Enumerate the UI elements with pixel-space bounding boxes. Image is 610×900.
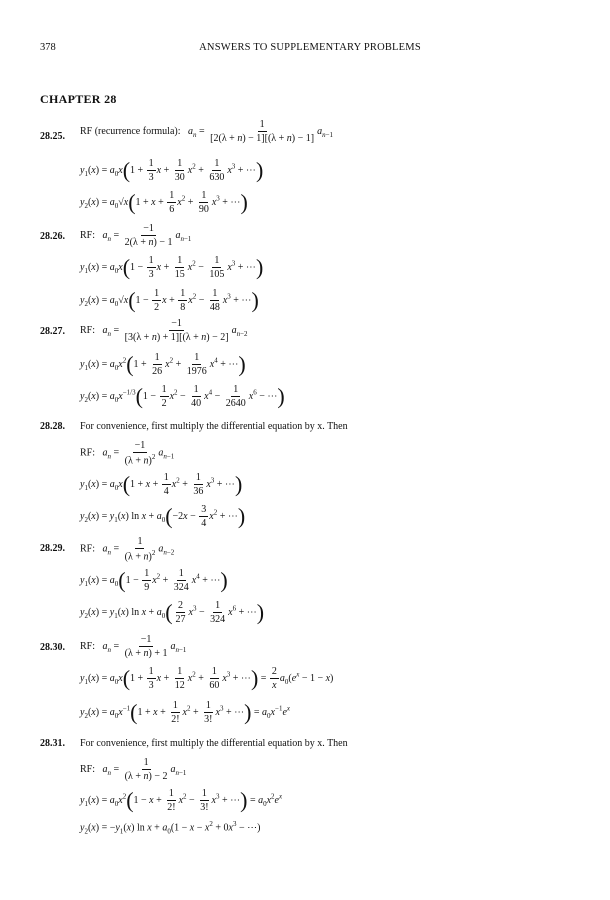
problem-number: 28.25.	[40, 131, 65, 142]
problem-number: 28.29.	[40, 543, 65, 554]
equation-line: $y_2(x) = y_1(x)$ $\ln x + a_0$( $\frac{2}{27}$ $x^3$ − $\frac{1}{324}$ $x^6$ + ⋯)	[80, 599, 265, 625]
equation-line: $y_1(x) = a_0x(1$ + $\frac{1}{3}$ x + $\frac{1}{30}$ $x^2$ + $\frac{1}{630}$ $x^3$ + ⋯)	[80, 157, 264, 183]
equation-line: $y_1(x) = a_0x^2(1$ + $\frac{1}{26}$ $x^2$ + $\frac{1}{1976}$ $x^4$ + ⋯)	[80, 351, 246, 377]
equation-line: $y_1(x) = a_0x^2(1 - x$ + $\frac{1}{2!}$ $x^2$ − $\frac{1}{3!}$ $x^3$ + ⋯) = $a_0x^2e^x$	[80, 787, 283, 813]
equation-line: $y_2(x) = y_1(x)$ $\ln x + a_0(-2x$ − $\frac{3}{4}$ $x^2$ + ⋯)	[80, 503, 246, 529]
equation-line: $y_1(x) = a_0x(1$ − $\frac{1}{3}$ x + $\frac{1}{15}$ $x^2$ − $\frac{1}{105}$ $x^3$ + ⋯)	[80, 254, 264, 280]
problem-number: 28.28.	[40, 421, 65, 432]
equation-line: RF: $a_n$ = $\frac{-1}{(\lambda + n) + 1}$ $a_{n-1}$	[80, 634, 187, 659]
equation-line: $y_2(x) = a_0x^{-1/3}(1$ − $\frac{1}{2}$ $x^2$ − $\frac{1}{40}$ $x^4$ − $\frac{1}{2640}$ $x^6$ − ⋯)	[80, 383, 285, 409]
problem-number: 28.27.	[40, 326, 65, 337]
problem-intro: For convenience, first multiply the differential equation by x. Then	[80, 421, 348, 432]
problem-intro: For convenience, first multiply the differential equation by x. Then	[80, 738, 348, 749]
equation-line: $y_1(x) = a_0x(1$ + $\frac{1}{3}$ x + $\frac{1}{12}$ $x^2$ + $\frac{1}{60}$ $x^3$ + ⋯) = $\frac{2}{x}$ $a_0(e^x - 1 - x)$	[80, 665, 334, 691]
equation-line: RF: $a_n$ = $\frac{-1}{2(\lambda + n) - 1}$ $a_{n-1}$	[80, 223, 192, 248]
equation-line: $y_1(x) = a_0x(1 + x$ + $\frac{1}{4}$ $x^2$ + $\frac{1}{36}$ $x^3$ + ⋯)	[80, 471, 243, 497]
problem-number: 28.26.	[40, 231, 65, 242]
equation-line: RF: $a_n$ = $\frac{-1}{(\lambda + n)^2}$ $a_{n-1}$	[80, 440, 175, 467]
equation-line: $y_2(x) = -y_1(x)$ $\ln x + a_0(1 - x - x^2 + 0x^3$ − ⋯)	[80, 820, 261, 836]
page-number: 378	[40, 42, 56, 53]
equation-line: $y_2(x) = a_0√x(1 + x$ + $\frac{1}{6}$ $x^2$ + $\frac{1}{90}$ $x^3$ + ⋯)	[80, 189, 248, 215]
equation-line: $y_1(x) = a_0(1$ − $\frac{1}{9}$ $x^2$ + $\frac{1}{324}$ $x^4$ + ⋯)	[80, 567, 228, 593]
equation-line: $y_2(x) = a_0√x(1$ − $\frac{1}{2}$ x + $\frac{1}{8}$ $x^2$ − $\frac{1}{48}$ $x^3$ + ⋯)	[80, 287, 259, 313]
problem-number: 28.31.	[40, 738, 65, 749]
running-title: ANSWERS TO SUPPLEMENTARY PROBLEMS	[199, 42, 421, 53]
running-header	[40, 42, 580, 56]
chapter-title: CHAPTER 28	[40, 92, 117, 106]
equation-line: $y_2(x) = a_0x^{-1}(1 + x$ + $\frac{1}{2!}$ $x^2$ + $\frac{1}{3!}$ $x^3$ + ⋯) = $a_0x^{-1}e^x$	[80, 699, 291, 725]
equation-line: RF (recurrence formula): $a_n$ = $\frac{1}{[2(\lambda + n) - 1][(\lambda + n) - 1]}$ $a_{n-1}$	[80, 119, 334, 144]
equation-line: RF: $a_n$ = $\frac{1}{(\lambda + n) - 2}$ $a_{n-1}$	[80, 757, 187, 782]
problem-number: 28.30.	[40, 642, 65, 653]
equation-line: RF: $a_n$ = $\frac{-1}{[3(\lambda + n) + 1][(\lambda + n) - 2]}$ $a_{n-2}$	[80, 318, 248, 343]
equation-line: RF: $a_n$ = $\frac{1}{(\lambda + n)^2}$ $a_{n-2}$	[80, 536, 175, 563]
